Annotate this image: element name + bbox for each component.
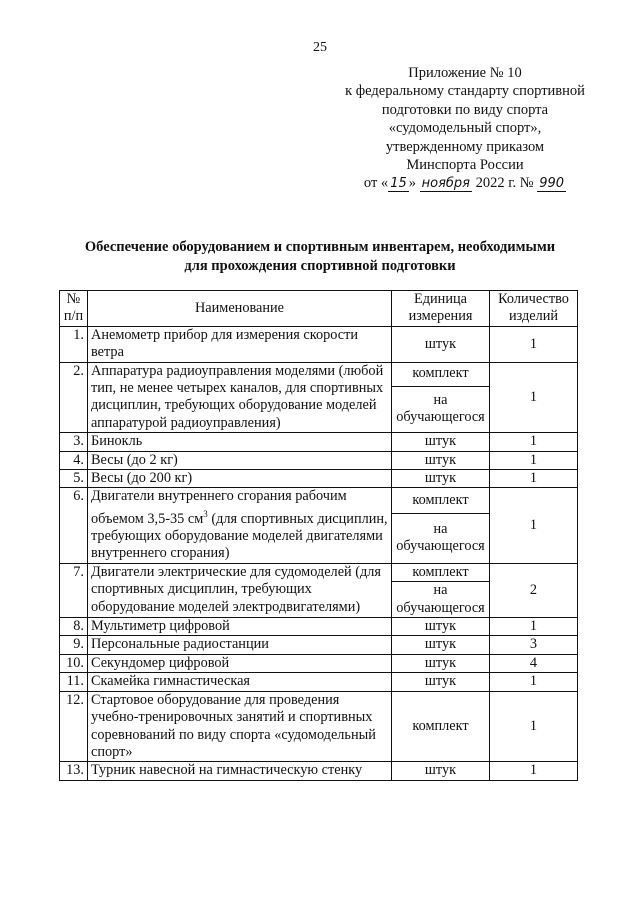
row-unit: штук	[392, 673, 490, 691]
row-qty: 1	[490, 470, 578, 488]
row-name-part: Двигатели внутреннего сгорания рабочим объемом 3,5-35 см	[91, 488, 347, 527]
row-unit: штук	[392, 470, 490, 488]
table-row	[60, 691, 578, 762]
table-row	[60, 673, 578, 691]
header-num: № п/п	[60, 291, 88, 327]
row-name-part: (для спортивных дисциплин, требующих оборудование моделей двигателями внутреннего сгорания)	[91, 510, 388, 562]
table-row	[60, 326, 578, 362]
row-name: Скамейка гимнастическая	[88, 673, 392, 691]
table-row	[60, 618, 578, 636]
row-name: Мультиметр цифровой	[88, 618, 392, 636]
row-qty: 1	[490, 451, 578, 469]
appendix-line: Приложение № 10	[408, 65, 522, 81]
header-qty: Количество изделий	[490, 291, 578, 327]
order-year: 2022 г. №	[475, 175, 534, 192]
table-row	[60, 762, 578, 780]
row-num: 5.	[60, 470, 88, 488]
header-unit: Единица измерения	[392, 291, 490, 327]
appendix-line: утвержденному приказом	[385, 138, 545, 155]
appendix-block	[320, 64, 610, 193]
appendix-line: «судомодельный спорт»,	[388, 120, 542, 137]
table-row	[60, 654, 578, 672]
row-name: Двигатели электрические для судомоделей (для спортивных дисциплин, требующих оборудование моделей электродвигателями)	[88, 563, 392, 617]
row-name: Секундомер цифровой	[88, 654, 392, 672]
row-name: Бинокль	[88, 433, 392, 451]
row-unit: штук	[392, 326, 490, 362]
row-num: 3.	[60, 433, 88, 451]
row-qty: 4	[490, 654, 578, 672]
appendix-line: подготовки по виду спорта	[381, 101, 549, 118]
table-row	[60, 362, 578, 386]
row-name: Стартовое оборудование для проведения учебно-тренировочных занятий и спортивных соревнований по виду спорта «судомодельный спорт»	[88, 691, 392, 762]
equipment-table	[59, 290, 578, 781]
header-name: Наименование	[88, 291, 392, 327]
row-name	[88, 488, 392, 563]
row-qty: 1	[490, 488, 578, 563]
row-name: Турник навесной на гимнастическую стенку	[88, 762, 392, 780]
row-name: Аппаратура радиоуправления моделями (любой тип, не менее четырех каналов, для спортивных дисциплин, требующих оборудование моделей аппаратурой радиоуправления)	[88, 362, 392, 433]
row-num: 1.	[60, 326, 88, 362]
page-number: 25	[313, 40, 327, 55]
row-unit: комплект	[392, 362, 490, 386]
row-unit: комплект	[392, 488, 490, 514]
row-num: 4.	[60, 451, 88, 469]
row-qty: 3	[490, 636, 578, 654]
row-num: 12.	[60, 691, 88, 762]
table-row	[60, 636, 578, 654]
row-num: 13.	[60, 762, 88, 780]
row-qty: 1	[490, 762, 578, 780]
row-unit: комплект	[392, 563, 490, 581]
appendix-line: Минспорта России	[406, 157, 524, 174]
row-unit: комплект	[392, 691, 490, 762]
title-line-2: для прохождения спортивной подготовки	[184, 257, 456, 274]
row-num: 8.	[60, 618, 88, 636]
row-qty: 1	[490, 326, 578, 362]
row-qty: 1	[490, 691, 578, 762]
title-line-1: Обеспечение оборудованием и спортивным инвентарем, необходимыми	[84, 239, 556, 255]
order-number: 990	[539, 176, 565, 192]
table-row	[60, 563, 578, 581]
table-row	[60, 451, 578, 469]
row-unit: штук	[392, 636, 490, 654]
row-name-superscript: 3	[203, 508, 208, 519]
table-row	[60, 488, 578, 514]
row-num: 2.	[60, 362, 88, 433]
table-row	[60, 470, 578, 488]
row-qty: 2	[490, 563, 578, 617]
order-mid: »	[408, 175, 416, 192]
row-unit: на обучающегося	[392, 386, 490, 433]
row-qty: 1	[490, 433, 578, 451]
order-prefix: от «	[363, 175, 389, 192]
row-name: Персональные радиостанции	[88, 636, 392, 654]
row-unit: штук	[392, 451, 490, 469]
appendix-line: к федеральному стандарту спортивной	[345, 83, 585, 100]
row-name: Весы (до 2 кг)	[88, 451, 392, 469]
table-row	[60, 433, 578, 451]
row-num: 6.	[60, 488, 88, 563]
row-qty: 1	[490, 362, 578, 433]
row-name: Анемометр прибор для измерения скорости ветра	[88, 326, 392, 362]
order-day: 15	[390, 176, 407, 192]
table-header-row	[60, 291, 578, 327]
row-unit: штук	[392, 433, 490, 451]
row-unit: штук	[392, 762, 490, 780]
row-num: 11.	[60, 673, 88, 691]
row-num: 7.	[60, 563, 88, 617]
order-line	[320, 174, 610, 192]
row-name: Весы (до 200 кг)	[88, 470, 392, 488]
row-qty: 1	[490, 673, 578, 691]
row-unit: штук	[392, 654, 490, 672]
row-num: 9.	[60, 636, 88, 654]
row-unit: штук	[392, 618, 490, 636]
row-num: 10.	[60, 654, 88, 672]
row-unit: на обучающегося	[392, 514, 490, 564]
row-qty: 1	[490, 618, 578, 636]
order-month: ноября	[421, 176, 470, 192]
row-unit: на обучающегося	[392, 582, 490, 618]
document-title	[40, 238, 600, 275]
